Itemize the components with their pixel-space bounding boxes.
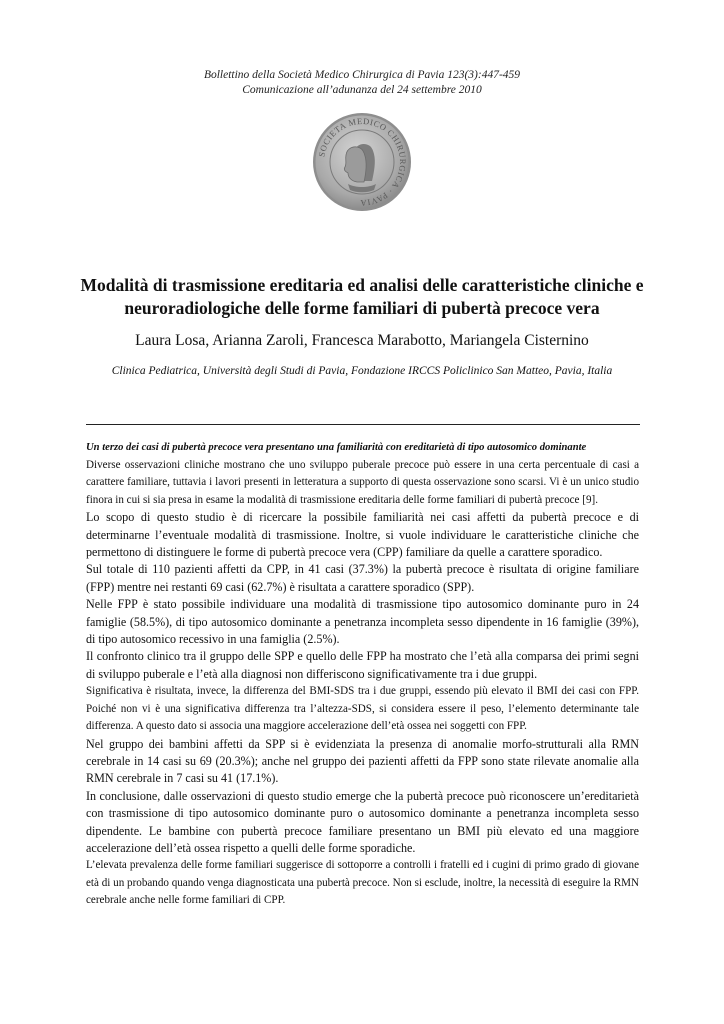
abstract-paragraph: Il confronto clinico tra il gruppo delle SPP e quello delle FPP ha mostrato che l’età alla comparsa dei primi segni di sviluppo puberale e l’età alla diagnosi non differiscono significativamente tra i due gruppi. xyxy=(86,649,639,681)
paper-title: Modalità di trasmissione ereditaria ed analisi delle caratteristiche cliniche e neuroradiologiche delle forme familiari di pubertà precoce vera xyxy=(80,275,644,318)
author-list: Laura Losa, Arianna Zaroli, Francesca Marabotto, Mariangela Cisternino xyxy=(135,332,589,349)
author-affiliation: Clinica Pediatrica, Università degli Studi di Pavia, Fondazione IRCCS Policlinico San Matteo, Pavia, Italia xyxy=(111,365,613,377)
journal-header xyxy=(0,68,724,98)
abstract-lead: Un terzo dei casi di pubertà precoce vera presentano una familiarità con ereditarietà di tipo autosomico dominante xyxy=(86,442,587,453)
abstract-paragraph: Significativa è risultata, invece, la differenza del BMI-SDS tra i due gruppi, essendo più elevato il BMI dei casi con FPP. Poiché non vi è una significativa differenza tra l’altezza-SDS, si considera essere il peso, l’elemento determinante tale differenza. A questo dato si associa una maggiore accelerazione dell’età ossea nei soggetti con FPP. xyxy=(86,685,639,733)
abstract-paragraph: Lo scopo di questo studio è di ricercare la possibile familiarità nei casi affetti da pubertà precoce e di determinarne l’eventuale modalità di trasmissione. Inoltre, si vuole individuare le caratteristiche cliniche che permettono di distinguere le forme di pubertà precoce vera (CPP) familiare da quelle a carattere sporadico. xyxy=(86,510,639,560)
seal-inscription: SOCIETA MEDICO CHIRURGICA · PAVIA xyxy=(316,115,409,209)
journal-citation: Bollettino della Società Medico Chirurgica di Pavia 123(3):447-459 xyxy=(203,69,521,81)
meeting-note: Comunicazione all’adunanza del 24 settembre 2010 xyxy=(242,84,482,96)
abstract xyxy=(86,440,639,910)
section-divider xyxy=(86,424,640,425)
abstract-paragraph: Nel gruppo dei bambini affetti da SPP si è evidenziata la presenza di anomalie morfo-strutturali alla RMN cerebrale in 14 casi su 69 (20.3%); anche nel gruppo dei pazienti affetti da FPP sono state rilevate anomalie alla RMN cerebrale in 7 casi su 41 (17.1%). xyxy=(86,736,639,786)
abstract-paragraph: L’elevata prevalenza delle forme familiari suggerisce di sottoporre a controlli i fratelli ed i cugini di primo grado di giovane età di un probando quando venga diagnosticata una pubertà precoce. Non si esclude, inoltre, la necessità di eseguire la RMN cerebrale anche nelle forme familiari di CPP. xyxy=(86,859,639,907)
society-seal-logo xyxy=(312,112,412,212)
abstract-paragraph: Diverse osservazioni cliniche mostrano che uno sviluppo puberale precoce può essere in una certa percentuale di casi a carattere familiare, tuttavia i lavori presenti in letteratura a supporto di questa osservazione sono scarsi. Vi è un unico studio finora in cui si sia presa in esame la modalità di trasmissione ereditaria delle forme familiari di pubertà precoce [9]. xyxy=(86,459,639,506)
abstract-paragraph: Sul totale di 110 pazienti affetti da CPP, in 41 casi (37.3%) la pubertà precoce è risultata di origine familiare (FPP) mentre nei restanti 69 casi (62.7%) è risultata a carattere sporadico (SPP). xyxy=(86,562,639,594)
abstract-paragraph: Nelle FPP è stato possibile individuare una modalità di trasmissione tipo autosomico dominante puro in 24 famiglie (58.5%), di tipo autosomico dominante a penetranza incompleta sesso dipendente in 16 famiglie (39%), di tipo autosomico recessivo in una famiglia (2.5%). xyxy=(86,597,639,647)
abstract-paragraph: In conclusione, dalle osservazioni di questo studio emerge che la pubertà precoce può riconoscere un’ereditarietà con trasmissione di tipo autosomico dominante puro o autosomico dominante a penetranza incompleta sesso dipendente. Le bambine con pubertà precoce familiare presentano un BMI più elevato ed una maggiore accelerazione dell’età ossea rispetto a quelli delle forme sporadiche. xyxy=(86,788,639,855)
